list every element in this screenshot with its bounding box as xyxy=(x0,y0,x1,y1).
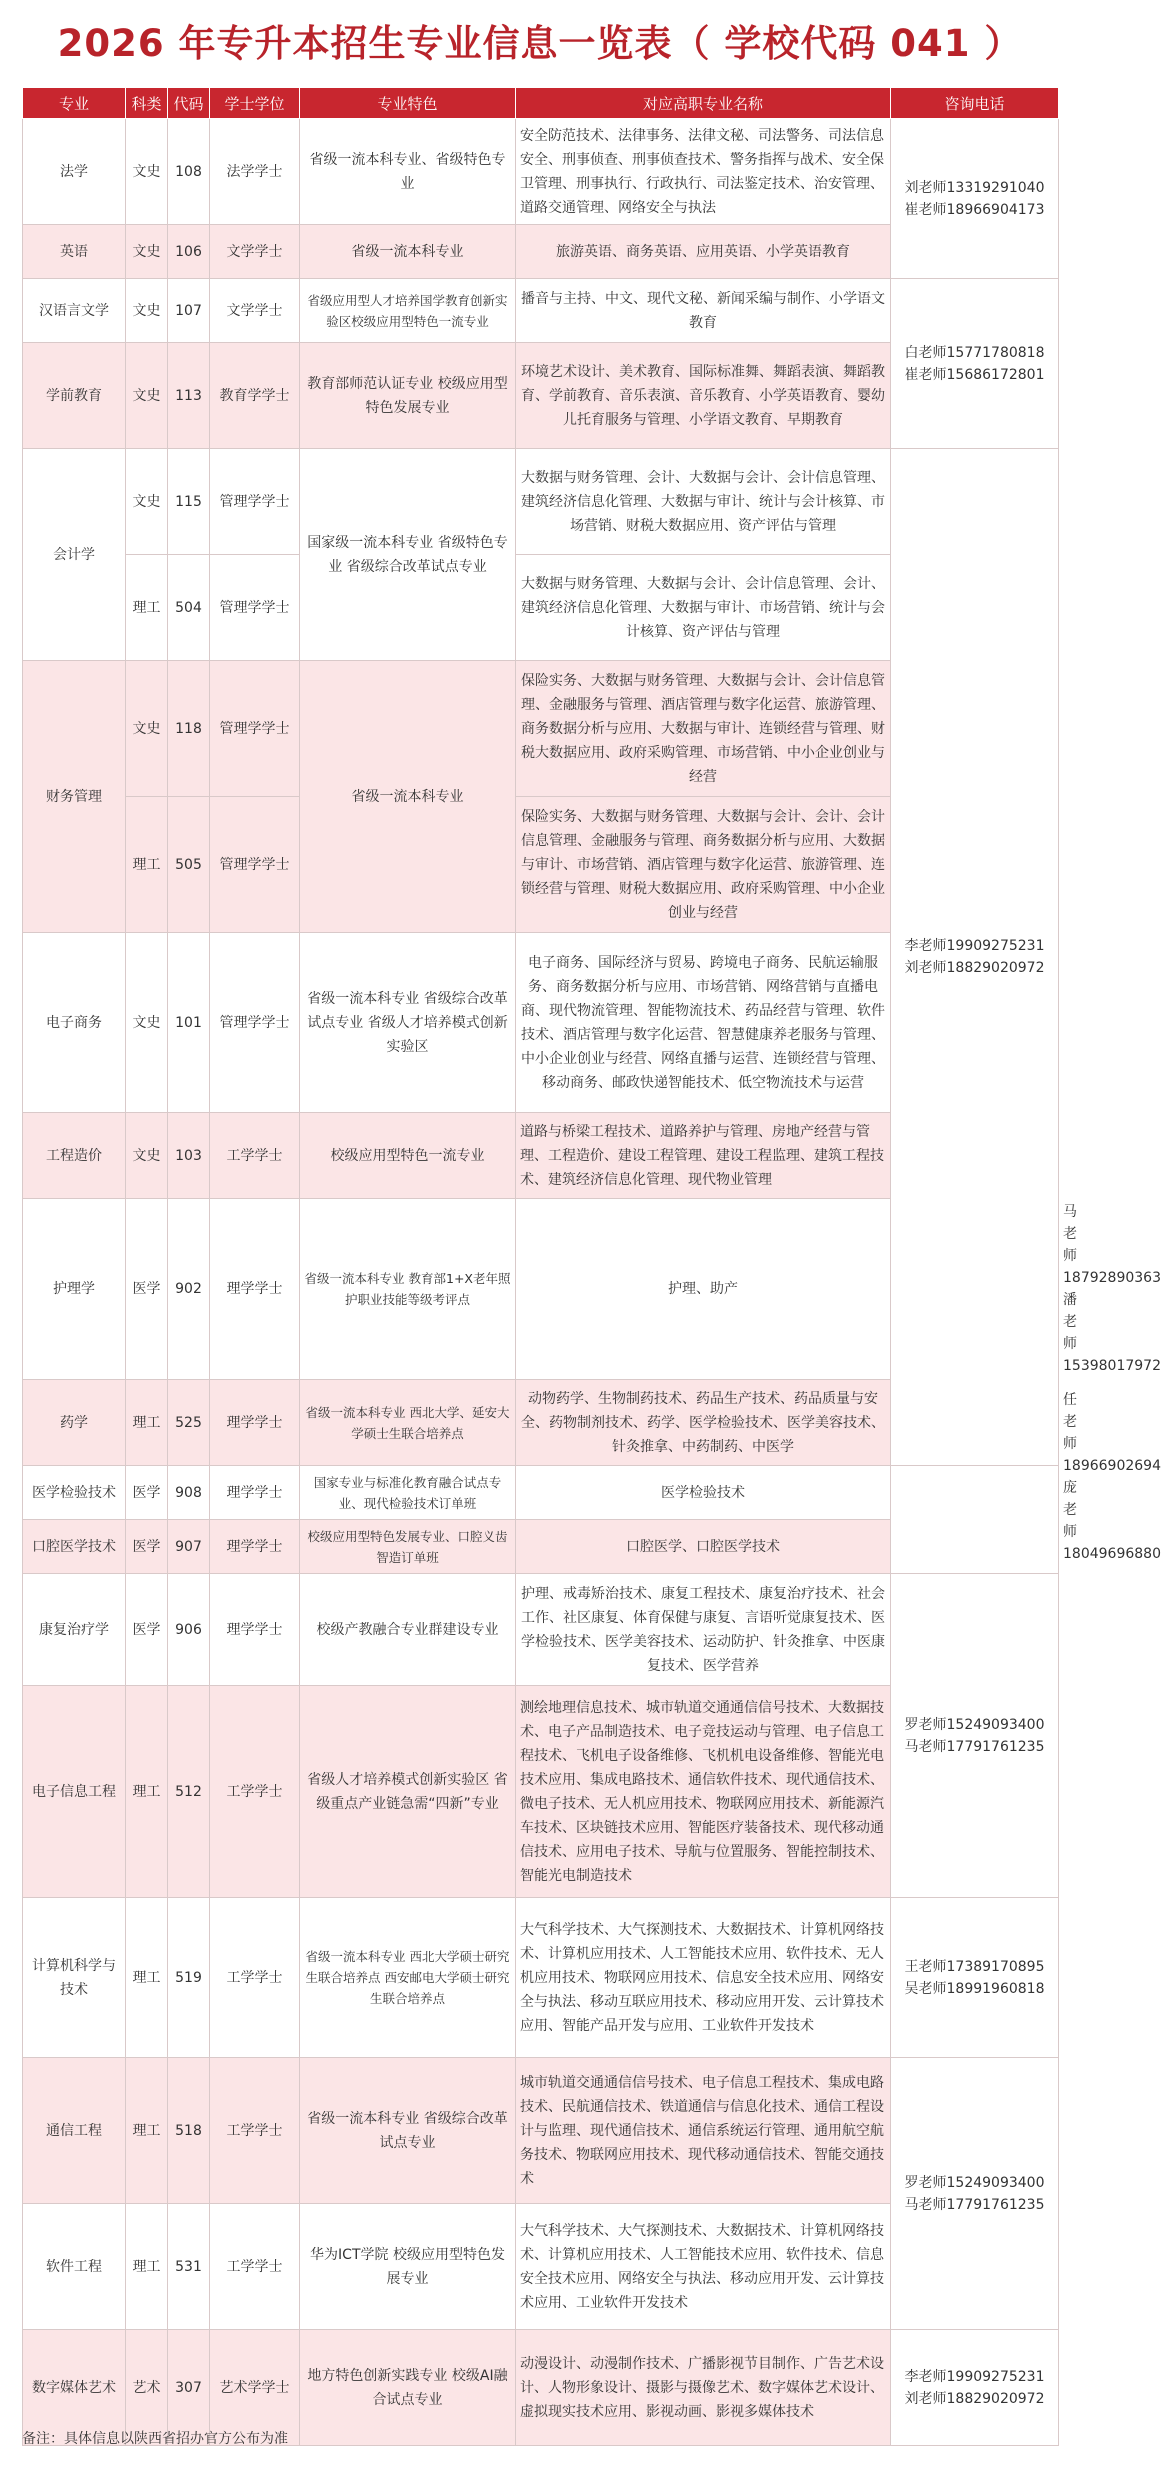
feature-cell: 校级产教融合专业群建设专业 xyxy=(300,1574,516,1686)
code-cell: 106 xyxy=(168,225,210,279)
code-cell: 107 xyxy=(168,279,210,343)
related-cell: 测绘地理信息技术、城市轨道交通通信信号技术、大数据技术、电子产品制造技术、电子竞技运动与管理、电子信息工程技术、飞机电子设备维修、飞机机电设备维修、智能光电技术应用、集成电路技术、通信软件技术、现代通信技术、微电子技术、无人机应用技术、物联网应用技术、新能源汽车技术、区块链技术应用、智能医疗装备技术、现代移动通信技术、应用电子技术、导航与位置服务、智能控制技术、智能光电制造技术 xyxy=(516,1686,891,1898)
category-cell: 文史 xyxy=(126,661,168,797)
category-cell: 理工 xyxy=(126,797,168,933)
header-feature: 专业特色 xyxy=(300,88,516,119)
phone-line: 刘老师13319291040 xyxy=(904,179,1045,196)
phone-cell xyxy=(891,279,1059,449)
degree-cell: 理学学士 xyxy=(210,1466,300,1520)
related-cell: 环境艺术设计、美术教育、国际标准舞、舞蹈表演、舞蹈教育、学前教育、音乐表演、音乐教育、小学英语教育、婴幼儿托育服务与管理、小学语文教育、早期教育 xyxy=(516,343,891,449)
phone-cell xyxy=(891,119,1059,279)
phone-cell xyxy=(891,1574,1059,1898)
phone-line: 马老师17791761235 xyxy=(904,1738,1045,1755)
feature-cell: 省级一流本科专业 xyxy=(300,661,516,933)
feature-cell: 省级应用型人才培养国学教育创新实验区校级应用型特色一流专业 xyxy=(300,279,516,343)
code-cell: 525 xyxy=(168,1380,210,1466)
feature-cell: 省级一流本科专业 xyxy=(300,225,516,279)
major-cell: 工程造价 xyxy=(23,1113,126,1199)
major-cell: 药学 xyxy=(23,1380,126,1466)
phone-line: 李老师19909275231 xyxy=(904,2368,1045,2385)
degree-cell: 工学学士 xyxy=(210,2058,300,2204)
table-row: 护理学 医学 902 理学学士 省级一流本科专业 教育部1+X老年照护职业技能等级考评点 护理、助产 马老师18792890363 潘老师15398017972 xyxy=(23,1199,1059,1380)
phone-cell xyxy=(891,2330,1059,2446)
phone-line: 马老师17791761235 xyxy=(904,2196,1045,2213)
phone-line: 王老师17389170895 xyxy=(904,1958,1045,1975)
degree-cell: 理学学士 xyxy=(210,1574,300,1686)
degree-cell: 艺术学学士 xyxy=(210,2330,300,2446)
major-cell: 计算机科学与技术 xyxy=(23,1898,126,2058)
major-cell: 会计学 xyxy=(23,449,126,661)
major-cell: 软件工程 xyxy=(23,2204,126,2330)
degree-cell: 管理学学士 xyxy=(210,449,300,555)
category-cell: 医学 xyxy=(126,1574,168,1686)
category-cell: 医学 xyxy=(126,1466,168,1520)
table-row xyxy=(23,2058,1059,2204)
code-cell: 103 xyxy=(168,1113,210,1199)
category-cell: 理工 xyxy=(126,2058,168,2204)
degree-cell: 理学学士 xyxy=(210,1199,300,1380)
table-row xyxy=(23,1898,1059,2058)
related-cell: 护理、助产 xyxy=(516,1199,891,1380)
degree-cell: 文学学士 xyxy=(210,225,300,279)
related-cell: 电子商务、国际经济与贸易、跨境电子商务、民航运输服务、商务数据分析与应用、市场营销、网络营销与直播电商、现代物流管理、智能物流技术、药品经营与管理、软件技术、酒店管理与数字化运营、智慧健康养老服务与管理、中小企业创业与经营、网络直播与运营、连锁经营与管理、移动商务、邮政快递智能技术、低空物流技术与运营 xyxy=(516,933,891,1113)
table-row xyxy=(23,119,1059,225)
major-cell: 汉语言文学 xyxy=(23,279,126,343)
header-degree: 学士学位 xyxy=(210,88,300,119)
code-cell: 505 xyxy=(168,797,210,933)
feature-cell: 华为ICT学院 校级应用型特色发展专业 xyxy=(300,2204,516,2330)
code-cell: 518 xyxy=(168,2058,210,2204)
code-cell: 115 xyxy=(168,449,210,555)
category-cell: 医学 xyxy=(126,1520,168,1574)
degree-cell: 管理学学士 xyxy=(210,933,300,1113)
major-cell: 电子信息工程 xyxy=(23,1686,126,1898)
category-cell: 理工 xyxy=(126,1686,168,1898)
degree-cell: 教育学学士 xyxy=(210,343,300,449)
code-cell: 307 xyxy=(168,2330,210,2446)
header-phone: 咨询电话 xyxy=(891,88,1059,119)
related-cell: 动物药学、生物制药技术、药品生产技术、药品质量与安全、药物制剂技术、药学、医学检验技术、医学美容技术、针灸推拿、中药制药、中医学 xyxy=(516,1380,891,1466)
category-cell: 文史 xyxy=(126,279,168,343)
feature-cell: 校级应用型特色发展专业、口腔义齿智造订单班 xyxy=(300,1520,516,1574)
related-cell: 动漫设计、动漫制作技术、广播影视节目制作、广告艺术设计、人物形象设计、摄影与摄像艺术、数字媒体艺术设计、虚拟现实技术应用、影视动画、影视多媒体技术 xyxy=(516,2330,891,2446)
feature-cell: 国家级一流本科专业 省级特色专业 省级综合改革试点专业 xyxy=(300,449,516,661)
related-cell: 大数据与财务管理、大数据与会计、会计信息管理、会计、建筑经济信息化管理、大数据与审计、市场营销、统计与会计核算、资产评估与管理 xyxy=(516,555,891,661)
degree-cell: 管理学学士 xyxy=(210,797,300,933)
table-row xyxy=(23,1466,1059,1520)
phone-line: 吴老师18991960818 xyxy=(904,1980,1045,1997)
degree-cell: 工学学士 xyxy=(210,1686,300,1898)
category-cell: 文史 xyxy=(126,343,168,449)
degree-cell: 文学学士 xyxy=(210,279,300,343)
table-row xyxy=(23,449,1059,555)
degree-cell: 工学学士 xyxy=(210,1898,300,2058)
phone-line: 罗老师15249093400 xyxy=(904,2174,1045,2191)
phone-cell xyxy=(891,1898,1059,2058)
major-cell: 财务管理 xyxy=(23,661,126,933)
category-cell: 理工 xyxy=(126,1380,168,1466)
related-cell: 城市轨道交通通信信号技术、电子信息工程技术、集成电路技术、民航通信技术、铁道通信与信息化技术、通信工程设计与监理、现代通信技术、通信系统运行管理、通用航空航务技术、物联网应用技术、现代移动通信技术、智能交通技术 xyxy=(516,2058,891,2204)
code-cell: 902 xyxy=(168,1199,210,1380)
table-row xyxy=(23,1574,1059,1686)
code-cell: 906 xyxy=(168,1574,210,1686)
related-cell: 道路与桥梁工程技术、道路养护与管理、房地产经营与管理、工程造价、建设工程管理、建设工程监理、建筑工程技术、建筑经济信息化管理、现代物业管理 xyxy=(516,1113,891,1199)
phone-line: 刘老师18829020972 xyxy=(904,960,1045,976)
feature-cell: 省级一流本科专业 省级综合改革试点专业 xyxy=(300,2058,516,2204)
major-cell: 电子商务 xyxy=(23,933,126,1113)
category-cell: 艺术 xyxy=(126,2330,168,2446)
phone-line: 李老师19909275231 xyxy=(904,938,1045,954)
code-cell: 512 xyxy=(168,1686,210,1898)
feature-cell: 省级一流本科专业 西北大学硕士研究生联合培养点 西安邮电大学硕士研究生联合培养点 xyxy=(300,1898,516,2058)
header-related-majors: 对应高职专业名称 xyxy=(516,88,891,119)
code-cell: 504 xyxy=(168,555,210,661)
degree-cell: 理学学士 xyxy=(210,1380,300,1466)
related-cell: 护理、戒毒矫治技术、康复工程技术、康复治疗技术、社会工作、社区康复、体育保健与康复、言语听觉康复技术、医学检验技术、医学美容技术、运动防护、针灸推拿、中医康复技术、医学营养 xyxy=(516,1574,891,1686)
category-cell: 医学 xyxy=(126,1199,168,1380)
code-cell: 519 xyxy=(168,1898,210,2058)
degree-cell: 工学学士 xyxy=(210,1113,300,1199)
category-cell: 理工 xyxy=(126,1898,168,2058)
phone-cell xyxy=(891,2058,1059,2330)
category-cell: 文史 xyxy=(126,119,168,225)
code-cell: 101 xyxy=(168,933,210,1113)
related-cell: 播音与主持、中文、现代文秘、新闻采编与制作、小学语文教育 xyxy=(516,279,891,343)
related-cell: 大数据与财务管理、会计、大数据与会计、会计信息管理、建筑经济信息化管理、大数据与审计、统计与会计核算、市场营销、财税大数据应用、资产评估与管理 xyxy=(516,449,891,555)
header-code: 代码 xyxy=(168,88,210,119)
major-info-table xyxy=(22,87,1161,2446)
related-cell: 大气科学技术、大气探测技术、大数据技术、计算机网络技术、计算机应用技术、人工智能技术应用、软件技术、信息安全技术应用、网络安全与执法、移动应用开发、云计算技术应用、工业软件开发技术 xyxy=(516,2204,891,2330)
table-row xyxy=(23,279,1059,343)
related-cell: 保险实务、大数据与财务管理、大数据与会计、会计、会计信息管理、金融服务与管理、商务数据分析与应用、大数据与审计、市场营销、酒店管理与数字化运营、旅游管理、连锁经营与管理、财税大数据应用、政府采购管理、中小企业创业与经营 xyxy=(516,797,891,933)
degree-cell: 工学学士 xyxy=(210,2204,300,2330)
feature-cell: 省级一流本科专业 教育部1+X老年照护职业技能等级考评点 xyxy=(300,1199,516,1380)
phone-cell xyxy=(891,449,1059,1466)
major-cell: 护理学 xyxy=(23,1199,126,1380)
header-category: 科类 xyxy=(126,88,168,119)
degree-cell: 法学学士 xyxy=(210,119,300,225)
code-cell: 113 xyxy=(168,343,210,449)
category-cell: 文史 xyxy=(126,449,168,555)
category-cell: 文史 xyxy=(126,1113,168,1199)
feature-cell: 国家专业与标准化教育融合试点专业、现代检验技术订单班 xyxy=(300,1466,516,1520)
major-cell: 数字媒体艺术 xyxy=(23,2330,126,2446)
related-cell: 保险实务、大数据与财务管理、大数据与会计、会计信息管理、金融服务与管理、酒店管理与数字化运营、旅游管理、商务数据分析与应用、大数据与审计、连锁经营与管理、财税大数据应用、政府采购管理、市场营销、中小企业创业与经营 xyxy=(516,661,891,797)
phone-line: 白老师15771780818 xyxy=(904,344,1045,361)
table-row xyxy=(23,1520,1059,1574)
category-cell: 理工 xyxy=(126,555,168,661)
related-cell: 医学检验技术 xyxy=(516,1466,891,1520)
code-cell: 108 xyxy=(168,119,210,225)
code-cell: 907 xyxy=(168,1520,210,1574)
category-cell: 理工 xyxy=(126,2204,168,2330)
feature-cell: 省级一流本科专业、省级特色专业 xyxy=(300,119,516,225)
related-cell: 旅游英语、商务英语、应用英语、小学英语教育 xyxy=(516,225,891,279)
degree-cell: 管理学学士 xyxy=(210,555,300,661)
related-cell: 大气科学技术、大气探测技术、大数据技术、计算机网络技术、计算机应用技术、人工智能技术应用、软件技术、无人机应用技术、物联网应用技术、信息安全技术应用、网络安全与执法、移动互联应用技术、移动应用开发、云计算技术应用、智能产品开发与应用、工业软件开发技术 xyxy=(516,1898,891,2058)
major-cell: 英语 xyxy=(23,225,126,279)
phone-line: 刘老师18829020972 xyxy=(904,2390,1045,2407)
related-cell: 口腔医学、口腔医学技术 xyxy=(516,1520,891,1574)
code-cell: 908 xyxy=(168,1466,210,1520)
major-cell: 法学 xyxy=(23,119,126,225)
code-cell: 531 xyxy=(168,2204,210,2330)
header-major: 专业 xyxy=(23,88,126,119)
feature-cell: 省级一流本科专业 西北大学、延安大学硕士生联合培养点 xyxy=(300,1380,516,1466)
related-cell: 安全防范技术、法律事务、法律文秘、司法警务、司法信息安全、刑事侦查、刑事侦查技术、警务指挥与战术、安全保卫管理、刑事执行、行政执行、司法鉴定技术、治安管理、道路交通管理、网络安全与执法 xyxy=(516,119,891,225)
page-title: 2026 年专升本招生专业信息一览表（ 学校代码 041 ） xyxy=(57,22,1023,65)
degree-cell: 管理学学士 xyxy=(210,661,300,797)
phone-line: 崔老师18966904173 xyxy=(904,201,1045,218)
degree-cell: 理学学士 xyxy=(210,1520,300,1574)
phone-line: 罗老师15249093400 xyxy=(904,1716,1045,1733)
feature-cell: 地方特色创新实践专业 校级AI融合试点专业 xyxy=(300,2330,516,2446)
feature-cell: 省级一流本科专业 省级综合改革试点专业 省级人才培养模式创新实验区 xyxy=(300,933,516,1113)
table-row: 药学 理工 525 理学学士 省级一流本科专业 西北大学、延安大学硕士生联合培养点 动物药学、生物制药技术、药品生产技术、药品质量与安全、药物制剂技术、药学、医学检验技术、医学美容技术、针灸推拿、中药制药、中医学 任老师18966902694 庞老师18049696880 xyxy=(23,1380,1059,1466)
phone-line: 崔老师15686172801 xyxy=(904,366,1045,383)
feature-cell: 校级应用型特色一流专业 xyxy=(300,1113,516,1199)
major-cell: 康复治疗学 xyxy=(23,1574,126,1686)
category-cell: 文史 xyxy=(126,225,168,279)
feature-cell: 省级人才培养模式创新实验区 省级重点产业链急需“四新”专业 xyxy=(300,1686,516,1898)
code-cell: 118 xyxy=(168,661,210,797)
major-cell: 口腔医学技术 xyxy=(23,1520,126,1574)
feature-cell: 教育部师范认证专业 校级应用型特色发展专业 xyxy=(300,343,516,449)
major-cell: 通信工程 xyxy=(23,2058,126,2204)
category-cell: 文史 xyxy=(126,933,168,1113)
major-cell: 医学检验技术 xyxy=(23,1466,126,1520)
table-header-row xyxy=(23,88,1059,119)
footnote: 备注：具体信息以陕西省招办官方公布为准 xyxy=(22,2431,288,2447)
major-cell: 学前教育 xyxy=(23,343,126,449)
